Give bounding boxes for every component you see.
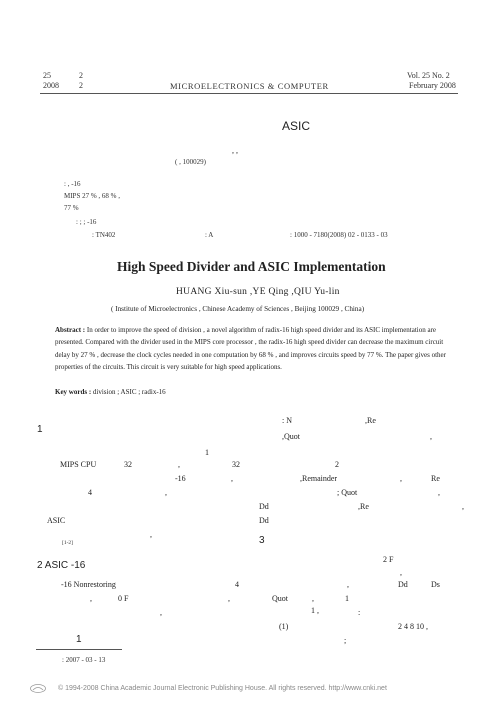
section-1-heading: 1 [37, 424, 43, 435]
affiliation-cn: ( , 100029) [175, 158, 206, 166]
body-fragment: , [228, 594, 230, 603]
header-month: 2 [79, 81, 83, 90]
article-number: : 1000 - 7180(2008) 02 - 0133 - 03 [290, 231, 388, 239]
body-fragment: , [312, 594, 314, 603]
body-fragment: , [150, 530, 152, 539]
body-fragment: , [400, 474, 402, 483]
header-volume-issue: Vol. 25 No. 2 [407, 71, 450, 80]
authors-cn: , , [232, 146, 238, 155]
received-date: : 2007 - 03 - 13 [62, 656, 106, 664]
body-fragment: ; [344, 636, 347, 645]
body-fragment: ; Quot [337, 488, 358, 497]
body-fragment: 1 , [311, 606, 319, 615]
abstract-cn-line-2: MIPS 27 % , 68 % , [64, 192, 121, 200]
body-fragment: , [178, 460, 180, 469]
journal-name: MICROELECTRONICS & COMPUTER [170, 81, 329, 91]
body-fragment: 2 4 8 10 , [398, 622, 428, 631]
body-fragment: Ds [431, 580, 440, 589]
equation-number: (1) [279, 622, 289, 631]
body-fragment: ,Re [365, 416, 376, 425]
body-fragment: Re [431, 474, 440, 483]
abstract-en [55, 324, 451, 374]
body-fragment: : [358, 608, 361, 617]
body-fragment: -16 Nonrestoring [61, 580, 116, 589]
body-fragment: , [438, 488, 440, 497]
keywords-cn: : ; ; -16 [76, 218, 97, 226]
publisher-logo-icon [30, 684, 46, 693]
subsection-number: 3 [259, 535, 265, 546]
body-fragment: 32 [124, 460, 132, 469]
document-code: : A [205, 231, 214, 239]
header-rule [40, 93, 458, 94]
body-fragment: 2 F [383, 555, 394, 564]
keywords-label: Key words : [55, 388, 92, 396]
title-en: High Speed Divider and ASIC Implementation [117, 259, 386, 274]
abstract-label: Abstract : [55, 326, 86, 334]
body-fragment: 1 [205, 448, 209, 457]
body-fragment: , [462, 502, 464, 511]
body-fragment: , [430, 432, 432, 441]
body-fragment: 1 [76, 634, 82, 645]
body-fragment: MIPS CPU [60, 460, 97, 469]
authors-en: HUANG Xiu-sun ,YE Qing ,QIU Yu-lin [176, 287, 340, 297]
citation-ref: [1-2] [62, 540, 73, 546]
header-date: February 2008 [409, 81, 456, 90]
body-fragment: , [231, 474, 233, 483]
body-fragment: 0 F [118, 594, 129, 603]
body-fragment: : N [282, 416, 292, 425]
abstract-cn-line-3: 77 % [64, 204, 79, 212]
body-fragment: 4 [88, 488, 92, 497]
header-issue: 2 [79, 71, 83, 80]
body-fragment: Quot [272, 594, 288, 603]
section-2-heading: 2 ASIC -16 [37, 560, 86, 571]
body-fragment: Dd [259, 516, 269, 525]
body-fragment: ASIC [47, 516, 66, 525]
keywords-body: division ; ASIC ; radix-16 [92, 388, 166, 396]
copyright-footer: © 1994-2008 China Academic Journal Electronic Publishing House. All rights reserved. http://www.cnki.net [58, 685, 387, 692]
body-fragment: , [90, 594, 92, 603]
abstract-body: In order to improve the speed of division , a novel algorithm of radix-16 high speed divider and its ASIC implementation are presented. Compared with the divider used in the MIPS core processor , the radix-16 high speed divider can decrease the maximum circuit delay by 27 % , decrease the clock cycles needed in one computation by 68 % , and improves circuits speed by 77 %. The paper gives other properties of the circuits. This circuit is very suitable for high speed applications. [55, 326, 446, 372]
header-volume: 25 [43, 71, 51, 80]
body-fragment: -16 [175, 474, 186, 483]
body-fragment: , [165, 488, 167, 497]
body-fragment: ,Remainder [300, 474, 338, 483]
body-fragment: Dd [398, 580, 408, 589]
header-year: 2008 [43, 81, 59, 90]
body-fragment: 4 [235, 580, 239, 589]
institute-en: ( Institute of Microelectronics , Chinese Academy of Sciences , Beijing 100029 , China) [111, 305, 365, 313]
abstract-cn-line-1: : , -16 [64, 180, 81, 188]
body-fragment: , [400, 568, 402, 577]
clc-number: : TN402 [92, 231, 116, 239]
body-fragment: , [347, 580, 349, 589]
keywords-en [55, 388, 166, 396]
body-fragment: 2 [335, 460, 339, 469]
footnote-rule [36, 649, 122, 650]
body-fragment: , [160, 608, 162, 617]
title-cn: ASIC [282, 119, 311, 133]
body-fragment: 32 [232, 460, 240, 469]
body-fragment: ,Re [358, 502, 369, 511]
body-fragment: ,Quot [282, 432, 300, 441]
body-fragment: 1 [345, 594, 349, 603]
body-fragment: Dd [259, 502, 269, 511]
